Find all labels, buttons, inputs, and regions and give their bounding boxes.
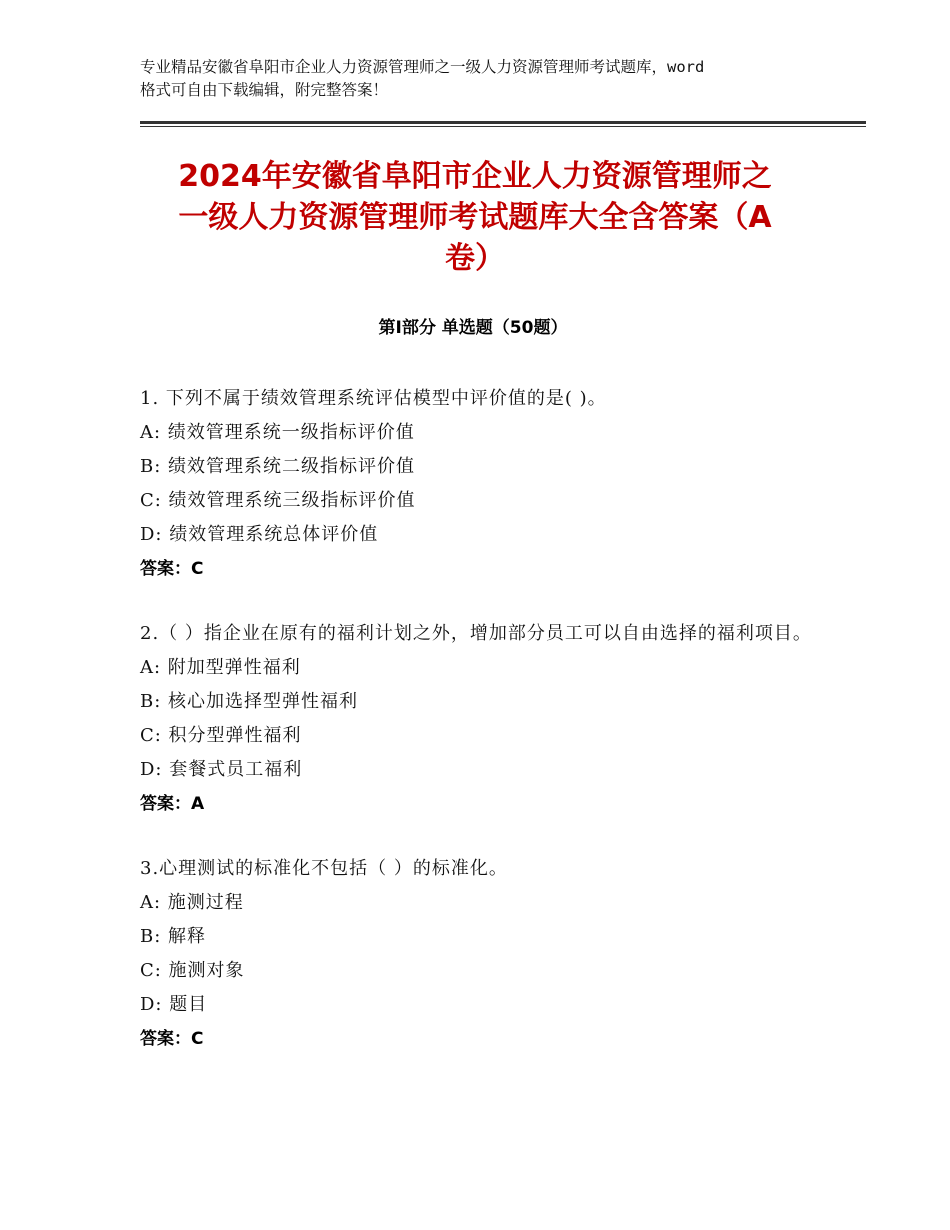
option-a: A: 绩效管理系统一级指标评价值 [140,422,415,443]
option-a: A: 施测过程 [140,892,244,913]
document-title [130,156,820,279]
question-2 [140,617,820,821]
header-line-2: 格式可自由下载编辑，附完整答案！ [140,81,389,99]
title-line-3: 卷） [445,241,505,276]
question-stem: 3.心理测试的标准化不包括（ ）的标准化。 [140,858,508,879]
header-divider-thick [140,121,866,124]
option-d: D: 题目 [140,994,208,1015]
section-title: 第Ⅰ部分 单选题（50题） [378,318,568,338]
answer: 答案：C [140,559,204,579]
answer: 答案：C [140,1029,204,1049]
question-3 [140,852,820,1056]
title-line-1: 2024年安徽省阜阳市企业人力资源管理师之 [178,159,772,194]
option-b: B: 解释 [140,926,207,947]
option-d: D: 绩效管理系统总体评价值 [140,524,379,545]
question-1 [140,382,820,586]
option-b: B: 核心加选择型弹性福利 [140,691,359,712]
answer: 答案：A [140,794,205,814]
option-a: A: 附加型弹性福利 [140,657,301,678]
header-divider-thin [140,126,866,127]
document-header-note [140,56,830,102]
header-line-1: 专业精品安徽省阜阳市企业人力资源管理师之一级人力资源管理师考试题库，word [140,58,705,76]
option-b: B: 绩效管理系统二级指标评价值 [140,456,416,477]
option-d: D: 套餐式员工福利 [140,759,303,780]
question-stem: 1. 下列不属于绩效管理系统评估模型中评价值的是( )。 [140,388,607,409]
question-list [140,382,820,1087]
question-stem: 2.（ ）指企业在原有的福利计划之外，增加部分员工可以自由选择的福利项目。 [140,623,812,644]
title-line-2: 一级人力资源管理师考试题库大全含答案（A [178,200,772,235]
option-c: C: 施测对象 [140,960,245,981]
option-c: C: 积分型弹性福利 [140,725,302,746]
option-c: C: 绩效管理系统三级指标评价值 [140,490,416,511]
